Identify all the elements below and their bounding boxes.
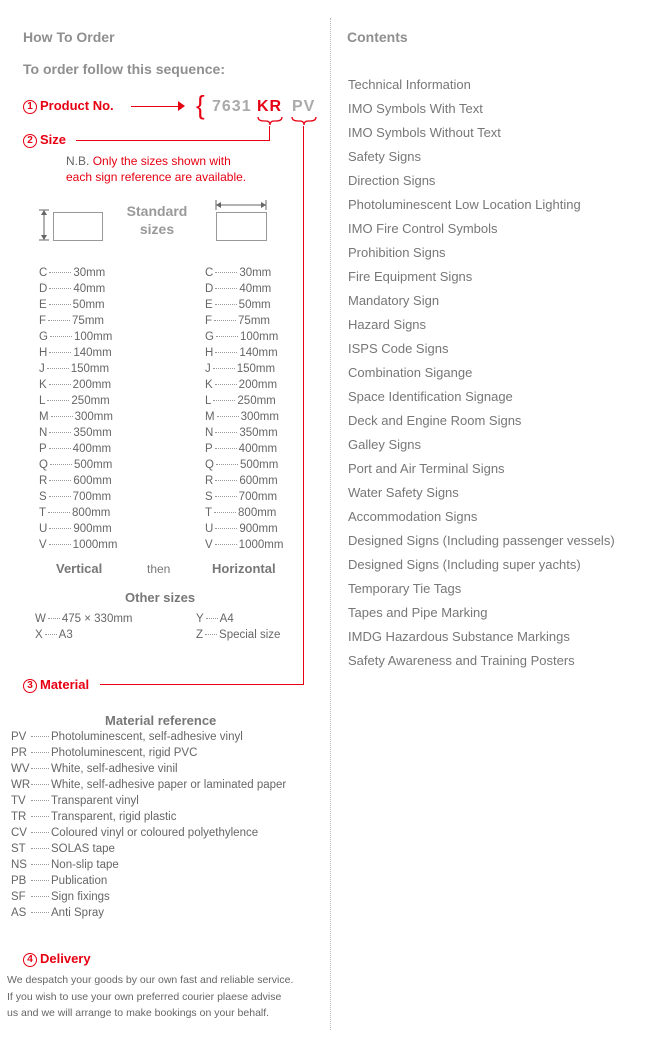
material-description: Transparent vinyl [51, 795, 139, 807]
size-code: F [39, 315, 47, 327]
material-connector-h [100, 684, 304, 685]
contents-link[interactable]: Accommodation Signs [348, 509, 478, 524]
size-row [39, 475, 112, 487]
delivery-line: us and we will arrange to make bookings on your behalf. [7, 1007, 270, 1019]
delivery-line: We despatch your goods by our own fast and reliable service. [7, 974, 294, 986]
size-code: W [35, 613, 46, 625]
size-row [205, 475, 278, 487]
size-row [39, 331, 112, 343]
size-code: G [39, 331, 48, 343]
size-value: 900mm [239, 523, 278, 535]
size-code: V [205, 539, 213, 551]
size-value: 140mm [239, 347, 278, 359]
size-value: 30mm [73, 267, 106, 279]
horizontal-dimension-icon [214, 199, 268, 211]
size-row [205, 283, 271, 295]
material-description: SOLAS tape [51, 843, 115, 855]
size-code: E [205, 299, 213, 311]
size-value: 800mm [238, 507, 277, 519]
material-row [11, 875, 107, 887]
dot-leader [215, 544, 237, 545]
contents-link[interactable]: Designed Signs (Including passenger vessels) [348, 533, 615, 548]
material-code: TR [11, 811, 27, 823]
product-code-size: KR [257, 98, 283, 115]
size-value: 40mm [239, 283, 272, 295]
material-code: ST [11, 843, 26, 855]
horizontal-label: Horizontal [212, 561, 276, 576]
column-divider [330, 18, 331, 1030]
size-value: 150mm [236, 363, 276, 375]
dot-leader [214, 320, 236, 321]
contents-link[interactable]: Combination Sigange [348, 365, 473, 380]
material-code: WV [11, 763, 30, 775]
sequence-subtitle: To order follow this sequence: [23, 61, 225, 77]
dot-leader [216, 336, 238, 337]
material-code: AS [11, 907, 27, 919]
arrow-head-icon [178, 101, 185, 111]
size-row [39, 379, 111, 391]
step-delivery [23, 951, 91, 967]
brace-icon: { [196, 90, 205, 120]
size-value: 100mm [73, 331, 113, 343]
size-value: 140mm [73, 347, 112, 359]
size-row [39, 315, 104, 327]
size-row [39, 427, 112, 439]
material-row [11, 843, 115, 855]
material-connector-v [303, 126, 304, 684]
standard-sizes-label [117, 202, 197, 238]
size-code: T [39, 507, 47, 519]
size-code: C [39, 267, 48, 279]
dot-leader [50, 336, 72, 337]
dot-leader [215, 384, 237, 385]
dot-leader [31, 816, 49, 817]
material-description: Sign fixings [51, 891, 110, 903]
dot-leader [215, 272, 237, 273]
size-value: Special size [219, 629, 281, 641]
size-value: 900mm [73, 523, 112, 535]
size-value: 250mm [237, 395, 276, 407]
size-value: 700mm [238, 491, 278, 503]
size-code: M [39, 411, 49, 423]
dot-leader [31, 784, 49, 785]
step-material [23, 677, 89, 693]
dot-leader [215, 448, 237, 449]
contents-link[interactable]: Temporary Tie Tags [348, 581, 462, 596]
size-code: G [205, 331, 214, 343]
contents-link[interactable]: Mandatory Sign [348, 293, 440, 308]
size-row [205, 331, 278, 343]
size-row [39, 347, 112, 359]
dot-leader [215, 480, 237, 481]
size-code: X [35, 629, 43, 641]
material-row [11, 811, 177, 823]
size-value: 300mm [74, 411, 113, 423]
size-value: 30mm [239, 267, 272, 279]
dot-leader [215, 288, 237, 289]
contents-link[interactable]: ISPS Code Signs [348, 341, 449, 356]
size-row [39, 411, 113, 423]
dot-leader [49, 272, 71, 273]
size-code: S [39, 491, 47, 503]
size-row [205, 459, 278, 471]
material-description: Publication [51, 875, 108, 887]
size-code: L [39, 395, 46, 407]
dot-leader [48, 618, 60, 619]
size-value: 150mm [70, 363, 110, 375]
step-label: Material [40, 677, 90, 692]
size-code: K [39, 379, 47, 391]
dot-leader [49, 544, 71, 545]
dot-leader [49, 384, 71, 385]
size-code: Z [196, 629, 204, 641]
size-code: U [39, 523, 48, 535]
dot-leader [31, 800, 49, 801]
size-value: 50mm [72, 299, 105, 311]
size-value: A3 [58, 629, 73, 641]
dot-leader [215, 432, 237, 433]
contents-link[interactable]: Fire Equipment Signs [348, 269, 473, 284]
material-code: PV [11, 731, 27, 743]
material-row [11, 795, 139, 807]
step-label: Product No. [40, 98, 114, 113]
size-value: 350mm [73, 427, 112, 439]
size-row [205, 395, 276, 407]
dot-leader [31, 896, 49, 897]
size-value: 800mm [72, 507, 111, 519]
other-size-row [35, 613, 133, 625]
size-row [205, 507, 276, 519]
size-code: P [205, 443, 213, 455]
dot-leader [215, 304, 237, 305]
size-code: R [39, 475, 48, 487]
dot-leader [49, 480, 71, 481]
dot-leader [213, 400, 235, 401]
material-description: Coloured vinyl or coloured polyethylence [51, 827, 259, 839]
step-label: Size [40, 132, 67, 147]
size-code: D [205, 283, 214, 295]
size-code: H [39, 347, 48, 359]
size-code: L [205, 395, 212, 407]
material-code: PR [11, 747, 27, 759]
material-description: Photoluminescent, self-adhesive vinyl [51, 731, 243, 743]
size-row [39, 395, 110, 407]
step-number-4: 4 [23, 953, 37, 967]
dot-leader [31, 832, 49, 833]
size-code: J [39, 363, 45, 375]
size-value: 500mm [239, 459, 279, 471]
size-row [205, 267, 271, 279]
then-label: then [147, 562, 171, 576]
size-row [205, 411, 279, 423]
size-code: N [39, 427, 48, 439]
material-row [11, 747, 197, 759]
size-row [39, 459, 112, 471]
size-code: H [205, 347, 214, 359]
dot-leader [49, 432, 71, 433]
dot-leader [215, 496, 237, 497]
contents-link[interactable]: Designed Signs (Including super yachts) [348, 557, 581, 572]
dot-leader [45, 634, 57, 635]
material-row [11, 859, 119, 871]
dot-leader [49, 304, 71, 305]
dot-leader [47, 368, 69, 369]
contents-link[interactable]: Safety Signs [348, 149, 421, 164]
product-code-base: 7631 [212, 98, 252, 115]
contents-link[interactable]: Port and Air Terminal Signs [348, 461, 505, 476]
underbrace-icons [256, 115, 326, 129]
other-size-row [35, 629, 73, 641]
material-row [11, 827, 258, 839]
size-row [39, 299, 105, 311]
dot-leader [49, 352, 71, 353]
vertical-sample-box [53, 212, 103, 241]
size-value: 350mm [239, 427, 278, 439]
size-value: 50mm [238, 299, 271, 311]
size-value: 600mm [73, 475, 112, 487]
nb-line-2: each sign reference are available. [66, 170, 247, 184]
size-value: A4 [219, 613, 234, 625]
size-row [205, 491, 277, 503]
dot-leader [49, 448, 71, 449]
size-code: Y [196, 613, 204, 625]
dot-leader [215, 528, 237, 529]
material-code: CV [11, 827, 27, 839]
dot-leader [215, 352, 237, 353]
contents-link[interactable]: IMO Fire Control Symbols [348, 221, 498, 236]
step-number-3: 3 [23, 679, 37, 693]
how-to-order-title: How To Order [23, 29, 115, 45]
dot-leader [50, 464, 72, 465]
contents-title: Contents [347, 29, 408, 45]
size-code: F [205, 315, 213, 327]
material-row [11, 891, 110, 903]
size-value: 75mm [238, 315, 270, 327]
size-row [205, 443, 277, 455]
size-row [205, 299, 271, 311]
contents-link[interactable]: IMO Symbols With Text [348, 101, 483, 116]
contents-link[interactable]: Space Identification Signage [348, 389, 513, 404]
step-product-no [23, 98, 114, 114]
dot-leader [217, 416, 239, 417]
material-description: White, self-adhesive vinil [51, 763, 178, 775]
size-row [39, 523, 112, 535]
material-description: Photoluminescent, rigid PVC [51, 747, 198, 759]
size-row [39, 363, 109, 375]
dot-leader [214, 512, 236, 513]
dot-leader [31, 848, 49, 849]
contents-link[interactable]: Water Safety Signs [348, 485, 459, 500]
size-value: 200mm [72, 379, 112, 391]
contents-link[interactable]: Prohibition Signs [348, 245, 446, 260]
size-row [205, 523, 278, 535]
size-value: 400mm [238, 443, 278, 455]
size-row [39, 283, 105, 295]
size-code: U [205, 523, 214, 535]
delivery-line: If you wish to use your own preferred courier plaese advise [7, 990, 282, 1003]
size-code: N [205, 427, 214, 439]
dot-leader [49, 288, 71, 289]
material-reference-title: Material reference [105, 713, 217, 728]
dot-leader [206, 618, 218, 619]
size-row [39, 539, 117, 551]
dot-leader [31, 752, 49, 753]
contents-link[interactable]: Tapes and Pipe Marking [348, 605, 488, 620]
standard-label: Standard [126, 203, 188, 219]
size-code: Q [39, 459, 48, 471]
dot-leader [216, 464, 238, 465]
step-label: Delivery [40, 951, 91, 966]
nb-line-1: Only the sizes shown with [92, 154, 231, 168]
size-code: S [205, 491, 213, 503]
material-code: SF [11, 891, 26, 903]
other-size-row [196, 629, 280, 641]
size-value: 1000mm [238, 539, 284, 551]
step-number-2: 2 [23, 134, 37, 148]
delivery-text [7, 972, 293, 1022]
other-sizes-title: Other sizes [125, 590, 196, 605]
dot-leader [213, 368, 235, 369]
vertical-dimension-icon [38, 208, 50, 242]
size-code: K [205, 379, 213, 391]
dot-leader [49, 496, 71, 497]
contents-link[interactable]: Galley Signs [348, 437, 421, 452]
size-code: C [205, 267, 214, 279]
size-value: 700mm [72, 491, 112, 503]
dot-leader [31, 912, 49, 913]
step-size [23, 132, 66, 148]
material-description: Transparent, rigid plastic [51, 811, 177, 823]
vertical-label: Vertical [56, 561, 103, 576]
material-description: Non-slip tape [51, 859, 119, 871]
material-code: TV [11, 795, 26, 807]
contents-link[interactable]: Safety Awareness and Training Posters [348, 653, 575, 668]
size-row [205, 315, 270, 327]
contents-link[interactable]: Photoluminescent Low Location Lighting [348, 197, 581, 212]
size-row [39, 443, 111, 455]
dot-leader [31, 768, 49, 769]
contents-link[interactable]: Hazard Signs [348, 317, 427, 332]
size-code: J [205, 363, 211, 375]
size-row [205, 427, 278, 439]
size-row [205, 539, 283, 551]
size-code: V [39, 539, 47, 551]
dot-leader [49, 528, 71, 529]
dot-leader [48, 320, 70, 321]
size-row [39, 507, 110, 519]
size-value: 100mm [239, 331, 279, 343]
dot-leader [51, 416, 73, 417]
dot-leader [31, 864, 49, 865]
size-code: P [39, 443, 47, 455]
size-code: D [39, 283, 48, 295]
size-code: E [39, 299, 47, 311]
size-connector-h [76, 140, 270, 141]
material-description: White, self-adhesive paper or laminated paper [51, 779, 287, 791]
nb-note [66, 153, 246, 185]
dot-leader [31, 880, 49, 881]
product-code-material: PV [292, 98, 316, 115]
material-row [11, 763, 178, 775]
contents-link[interactable]: IMO Symbols Without Text [348, 125, 501, 140]
size-row [205, 379, 277, 391]
dot-leader [31, 736, 49, 737]
size-value: 600mm [239, 475, 278, 487]
size-code: T [205, 507, 213, 519]
material-row [11, 907, 104, 919]
size-value: 75mm [72, 315, 104, 327]
sizes-label: sizes [139, 221, 175, 237]
size-connector-v [269, 126, 270, 141]
material-code: NS [11, 859, 27, 871]
material-row [11, 731, 243, 743]
size-code: Q [205, 459, 214, 471]
size-row [39, 267, 105, 279]
size-value: 200mm [238, 379, 278, 391]
contents-link[interactable]: Direction Signs [348, 173, 436, 188]
contents-link[interactable]: IMDG Hazardous Substance Markings [348, 629, 570, 644]
size-code: M [205, 411, 215, 423]
dot-leader [47, 400, 69, 401]
nb-prefix: N.B. [66, 154, 90, 168]
step-number-1: 1 [23, 100, 37, 114]
size-value: 1000mm [72, 539, 118, 551]
size-row [205, 347, 278, 359]
size-row [205, 363, 275, 375]
size-value: 300mm [240, 411, 279, 423]
dot-leader [205, 634, 217, 635]
material-row [11, 779, 286, 791]
material-code: WR [11, 779, 31, 791]
other-size-row [196, 613, 234, 625]
size-value: 250mm [71, 395, 110, 407]
size-value: 475 × 330mm [61, 613, 133, 625]
material-description: Anti Spray [51, 907, 105, 919]
size-value: 500mm [73, 459, 113, 471]
contents-link[interactable]: Technical Information [348, 77, 471, 92]
size-value: 40mm [73, 283, 106, 295]
dot-leader [48, 512, 70, 513]
horizontal-sample-box [216, 212, 267, 241]
size-row [39, 491, 111, 503]
size-code: R [205, 475, 214, 487]
arrow-line-1 [131, 106, 181, 107]
size-value: 400mm [72, 443, 112, 455]
contents-link[interactable]: Deck and Engine Room Signs [348, 413, 522, 428]
material-code: PB [11, 875, 27, 887]
